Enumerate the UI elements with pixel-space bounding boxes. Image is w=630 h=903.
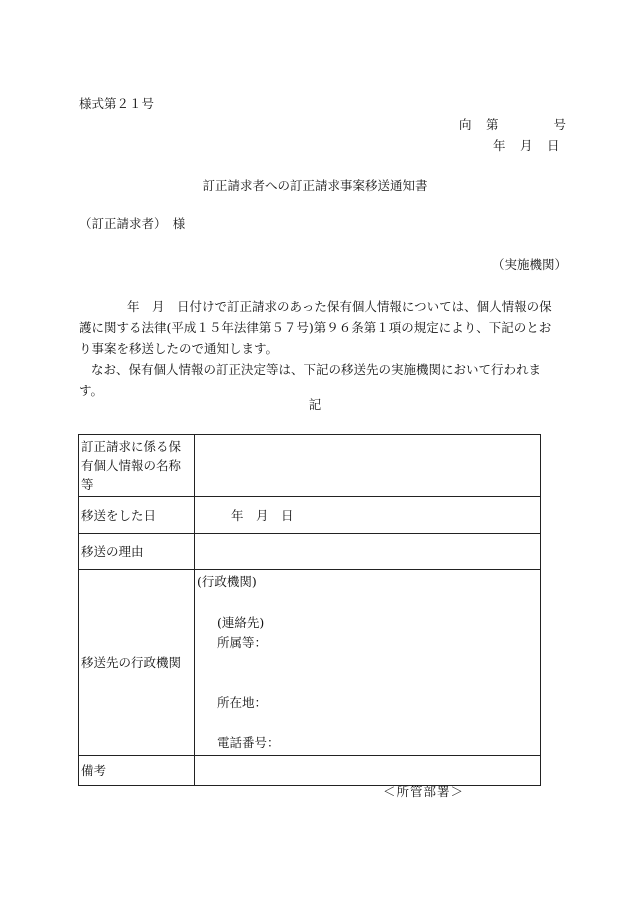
ki-heading: 記: [308, 397, 322, 412]
form-number: 様式第２１号: [79, 96, 155, 111]
reference-number: 向 第 号: [459, 117, 568, 132]
table-row: [79, 570, 541, 756]
body-paragraph-1: 年 月 日付けで訂正請求のあった保有個人情報については、個人情報の保護に関する法律(平成１５年法律第５７号)第９６条第１項の規定により、下記のとおり事案を移送したので通知します。: [79, 299, 552, 356]
row-value-transfer-date: [195, 497, 541, 534]
destination-agency: (行政機関): [197, 574, 257, 589]
issue-date: 年 月 日: [493, 138, 561, 153]
row-value-remarks: [195, 756, 541, 786]
notice-body: [79, 296, 553, 401]
destination-address: 所在地：: [217, 695, 268, 710]
document-title: 訂正請求者への訂正請求事案移送通知書: [202, 178, 428, 193]
destination-contact: (連絡先): [217, 615, 265, 630]
transfer-details-table: [78, 434, 541, 786]
addressee: （訂正請求者） 様: [79, 216, 186, 231]
row-value-destination: [195, 570, 541, 756]
row-value-info-name: [195, 435, 541, 497]
responsible-department: ＜所管部署＞: [383, 784, 465, 799]
row-value-reason: [195, 534, 541, 570]
body-paragraph-2: なお、保有個人情報の訂正決定等は、下記の移送先の実施機関において行われます。: [79, 362, 542, 398]
table-row: [79, 756, 541, 786]
sender-agency: （実施機関）: [492, 257, 568, 272]
row-label-info-name: 訂正請求に係る保有個人情報の名称等: [79, 435, 195, 497]
row-label-destination: 移送先の行政機関: [79, 570, 195, 756]
destination-phone: 電話番号：: [217, 735, 280, 750]
row-label-reason: 移送の理由: [79, 534, 195, 570]
table-row: [79, 435, 541, 497]
row-label-remarks: 備考: [79, 756, 195, 786]
table-row: [79, 534, 541, 570]
row-label-transfer-date: 移送をした日: [79, 497, 195, 534]
destination-department: 所属等：: [217, 635, 268, 650]
table-row: [79, 497, 541, 534]
transfer-date-value: 年 月 日: [231, 507, 294, 523]
